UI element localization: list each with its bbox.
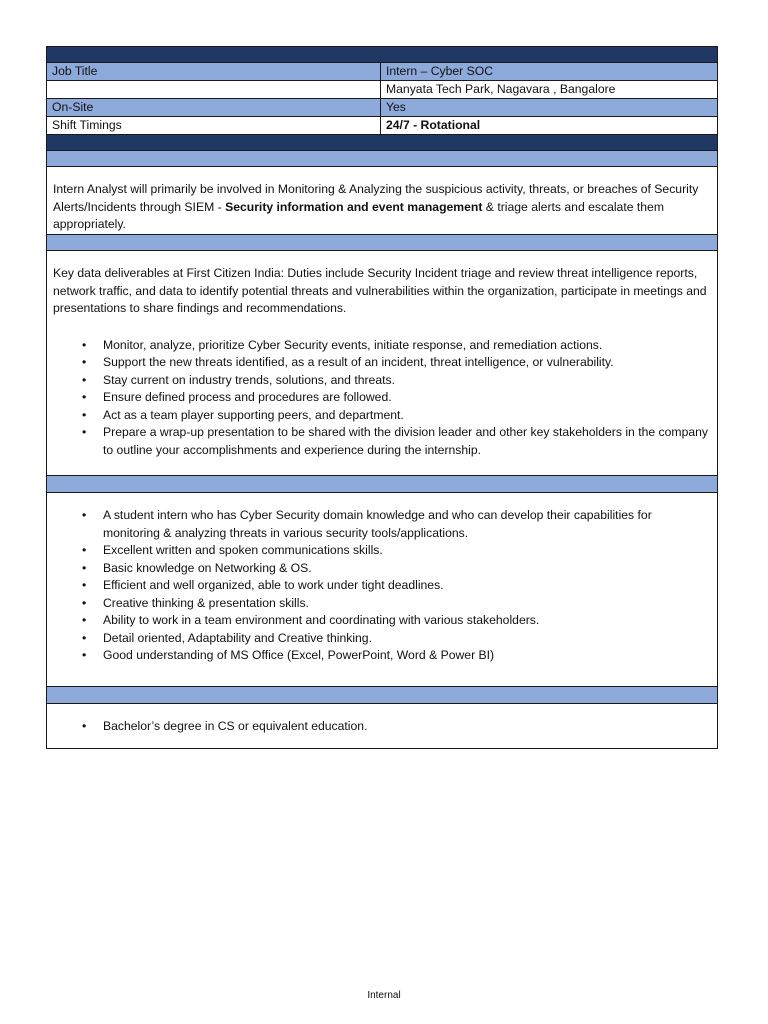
deliverables-list <box>53 337 711 460</box>
list-item: • Stay current on industry trends, solutions, and threats. <box>53 372 711 390</box>
footer-label: Internal <box>367 990 401 1001</box>
deliverables-section <box>47 251 717 476</box>
list-item: • Detail oriented, Adaptability and Creative thinking. <box>53 630 711 648</box>
detail-value: 24/7 - Rotational <box>386 118 481 132</box>
detail-row <box>47 81 717 99</box>
education-list <box>53 718 711 736</box>
deliverables-intro: Key data deliverables at First Citizen India: Duties include Security Incident triage and review threat intelligence reports, network traffic, and data to identify potential threats and vulnerabilities within the organization, participate in meetings and presentations to share findings and recommendations. <box>53 266 707 315</box>
education-header-band <box>47 687 717 704</box>
details-section <box>47 63 717 135</box>
list-item: • Ability to work in a team environment and coordinating with various stakeholders. <box>53 612 711 630</box>
list-item: • Basic knowledge on Networking & OS. <box>53 560 711 578</box>
job-description-table <box>46 46 718 749</box>
list-item: • Act as a team player supporting peers, and department. <box>53 407 711 425</box>
detail-label: Shift Timings <box>47 117 381 134</box>
detail-label: On-Site <box>47 99 381 116</box>
detail-value: Intern – Cyber SOC <box>386 64 494 78</box>
deliverables-header-band <box>47 235 717 251</box>
detail-value: Manyata Tech Park, Nagavara , Bangalore <box>386 82 616 96</box>
list-item: • Prepare a wrap-up presentation to be shared with the division leader and other key stakeholders in the company to outline your accomplishments and experience during the internship. <box>53 424 711 459</box>
requirements-section <box>47 493 717 687</box>
detail-row <box>47 117 717 135</box>
list-item: • Monitor, analyze, prioritize Cyber Security events, initiate response, and remediation actions. <box>53 337 711 355</box>
summary-section <box>47 167 717 235</box>
requirements-list <box>53 507 711 665</box>
detail-label <box>47 81 381 98</box>
list-item: • Bachelor’s degree in CS or equivalent education. <box>53 718 711 736</box>
list-item: • A student intern who has Cyber Security domain knowledge and who can develop their capabilities for monitoring & analyzing threats in various security tools/applications. <box>53 507 711 542</box>
detail-label: Job Title <box>47 63 381 80</box>
list-item: • Efficient and well organized, able to work under tight deadlines. <box>53 577 711 595</box>
list-item: • Good understanding of MS Office (Excel, PowerPoint, Word & Power BI) <box>53 647 711 665</box>
requirements-header-band <box>47 476 717 493</box>
list-item: • Excellent written and spoken communications skills. <box>53 542 711 560</box>
summary-bold-term: Security information and event management <box>225 199 483 214</box>
detail-row <box>47 63 717 81</box>
list-item: • Creative thinking & presentation skills. <box>53 595 711 613</box>
summary-header-band <box>47 151 717 167</box>
list-item: • Support the new threats identified, as a result of an incident, threat intelligence, or vulnerability. <box>53 354 711 372</box>
header-band <box>47 47 717 63</box>
detail-row <box>47 99 717 117</box>
summary-text: Intern Analyst will primarily be involved in Monitoring & Analyzing the suspicious activity, threats, or breaches of Security Alerts/Incidents through SIEM - Security information and event management & triage alerts and escalate them appropriately. <box>53 182 699 231</box>
section-divider-dark <box>47 135 717 151</box>
list-item: • Ensure defined process and procedures are followed. <box>53 389 711 407</box>
detail-value: Yes <box>386 100 406 114</box>
education-section <box>47 704 717 748</box>
